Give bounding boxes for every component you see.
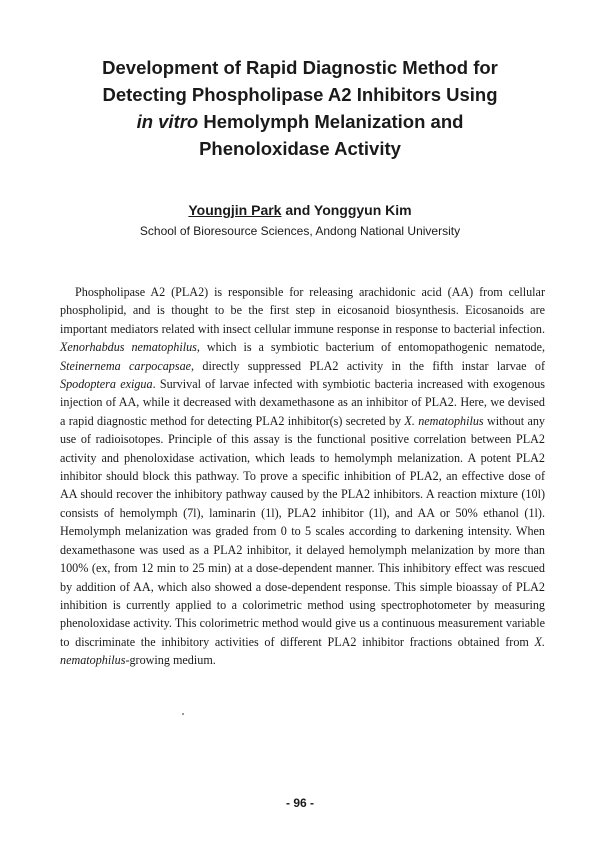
stray-mark — [182, 713, 184, 715]
author-primary: Youngjin Park — [188, 202, 282, 218]
paper-title — [40, 54, 560, 162]
title-line-2: Detecting Phospholipase A2 Inhibitors Using — [102, 84, 498, 105]
title-line-3-rest: Hemolymph Melanization and — [198, 111, 464, 132]
author-separator: and — [281, 202, 314, 218]
abstract-paragraph — [60, 283, 545, 670]
author-line — [40, 200, 560, 220]
affiliation: School of Bioresource Sciences, Andong National University — [139, 224, 461, 238]
abstract-species-5: X. nematophilus — [60, 634, 545, 668]
abstract-species-2: Steinernema carpocapsae — [60, 358, 192, 373]
abstract-text-5: without any use of radioisotopes. Principle of this assay is the functional positive correlation between PLA2 activity and phenoloxidase activation, which leads to hemolymph melanization. A potent PLA2 inhibitor should block this pathway. To prove a specific inhibition of PLA2, an effective dose of AA should recover the inhibitory pathway caused by the PLA2 inhibitors. A reaction mixture (10l) consists of hemolymph (7l), laminarin (1l), PLA2 inhibitor (1l), and AA or 50% ethanol (1l). Hemolymph melanization was graded from 0 to 5 scales according to darkening intensity. When dexamethasone was used as a PLA2 inhibitor, it delayed hemolymph melanization by more than 100% (ex, from 12 min to 25 min) at a dose-dependent manner. This inhibitory effect was rescued by addition of AA, which also showed a dose-dependent response. This simple bioassay of PLA2 inhibition is currently applied to a colorimetric method using spectrophotometer by measuring phenoloxidase activity. This colorimetric method would give us a continuous measurement variable to discriminate the inhibitory activities of different PLA2 inhibitor fractions obtained from — [60, 413, 545, 649]
abstract-text-1: Phospholipase A2 (PLA2) is responsible for releasing arachidonic acid (AA) from cellular phospholipid, and is thought to be the first step in eicosanoid biosynthesis. Eicosanoids are important mediators related with insect cellular immune response in response to bacterial infection. — [60, 285, 545, 336]
title-italic-term: in vitro — [136, 111, 199, 132]
title-line-4: Phenoloxidase Activity — [199, 138, 401, 159]
title-line-3 — [40, 108, 560, 135]
author-secondary: Yonggyun Kim — [313, 202, 412, 218]
abstract-text-3: , directly suppressed PLA2 activity in the fifth instar larvae of — [191, 358, 545, 373]
abstract-species-3: Spodoptera exigua — [60, 377, 153, 392]
abstract-text-2: , which is a symbiotic bacterium of entomopathogenic nematode, — [196, 340, 546, 355]
title-line-1: Development of Rapid Diagnostic Method for — [102, 57, 498, 78]
abstract-species-1: Xenorhabdus nematophilus — [60, 340, 197, 355]
abstract-text-4: . Survival of larvae infected with symbiotic bacteria increased with exogenous injection of AA, while it decreased with dexamethasone as an inhibitor of PLA2. Here, we devised a rapid diagnostic method for detecting PLA2 inhibitor(s) secreted by — [60, 377, 545, 428]
abstract-species-4: X. nematophilus — [404, 413, 484, 428]
abstract-text-6: -growing medium. — [125, 653, 216, 668]
page-number: - 96 - — [285, 796, 314, 810]
